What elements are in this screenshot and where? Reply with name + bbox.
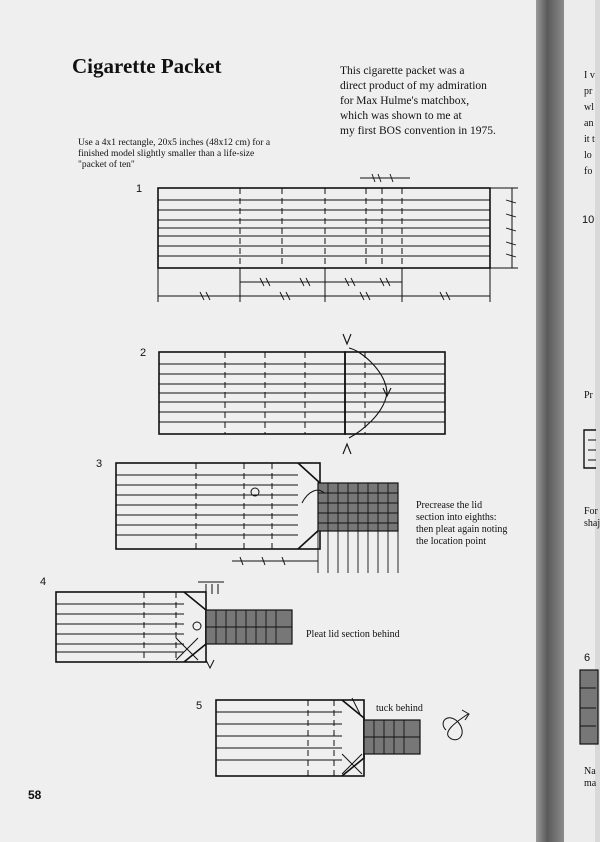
step-number-4: 4 (40, 576, 47, 588)
caption-line: then pleat again noting (416, 524, 508, 535)
instruction-line: "packet of ten" (78, 160, 135, 170)
intro-paragraph (340, 64, 530, 139)
book-gutter-shadow (536, 0, 564, 842)
intro-line: for Max Hulme's matchbox, (340, 95, 470, 107)
step-1-diagram (150, 170, 525, 310)
facing-text-fragment: Pr (584, 390, 593, 401)
intro-line: which was shown to me at (340, 110, 462, 122)
step-2-diagram (155, 330, 455, 460)
facing-text-line: pr (584, 86, 593, 97)
step-3-diagram (112, 455, 412, 580)
step-number-3: 3 (96, 458, 103, 470)
facing-diagram-fragment (580, 428, 596, 472)
step-number-2: 2 (140, 347, 147, 359)
page-number: 58 (28, 788, 42, 802)
paper-size-instruction (78, 138, 318, 171)
facing-text-line: wl (584, 102, 594, 113)
facing-text-fragment: shaj (584, 518, 600, 529)
step-number-5: 5 (196, 700, 203, 712)
facing-text-line: I v (584, 70, 595, 81)
facing-text-line: it t (584, 134, 595, 145)
facing-step-number-6: 6 (584, 652, 591, 664)
caption-line: Precrease the lid (416, 500, 483, 511)
facing-page-edge (564, 0, 600, 842)
facing-text-fragment: ma (584, 778, 597, 789)
caption-line: the location point (416, 536, 486, 547)
instruction-line: Use a 4x1 rectangle, 20x5 inches (48x12 cm) for a (78, 138, 271, 148)
caption-line: tuck behind (376, 703, 423, 714)
facing-text-line: an (584, 118, 594, 129)
page-title: Cigarette Packet (72, 54, 222, 78)
intro-line: direct product of my admiration (340, 80, 487, 92)
step-4-caption (306, 629, 400, 641)
caption-line: Pleat lid section behind (306, 629, 400, 640)
step-number-1: 1 (136, 183, 143, 195)
step-3-caption (416, 500, 507, 548)
caption-line: section into eighths: (416, 512, 497, 523)
step-4-diagram (52, 580, 302, 670)
facing-text-fragment: For (584, 506, 598, 517)
step-5-diagram (212, 692, 492, 787)
facing-text-line: fo (584, 166, 593, 177)
facing-diagram-fragment (578, 668, 596, 748)
facing-step-number-10: 10 (582, 214, 595, 226)
instruction-line: finished model slightly smaller than a life-size (78, 149, 255, 159)
intro-line: my first BOS convention in 1975. (340, 125, 496, 137)
step-5-caption (376, 703, 423, 715)
facing-text-fragment: Na (584, 766, 596, 777)
facing-text-line: lo (584, 150, 592, 161)
intro-line: This cigarette packet was a (340, 65, 465, 77)
